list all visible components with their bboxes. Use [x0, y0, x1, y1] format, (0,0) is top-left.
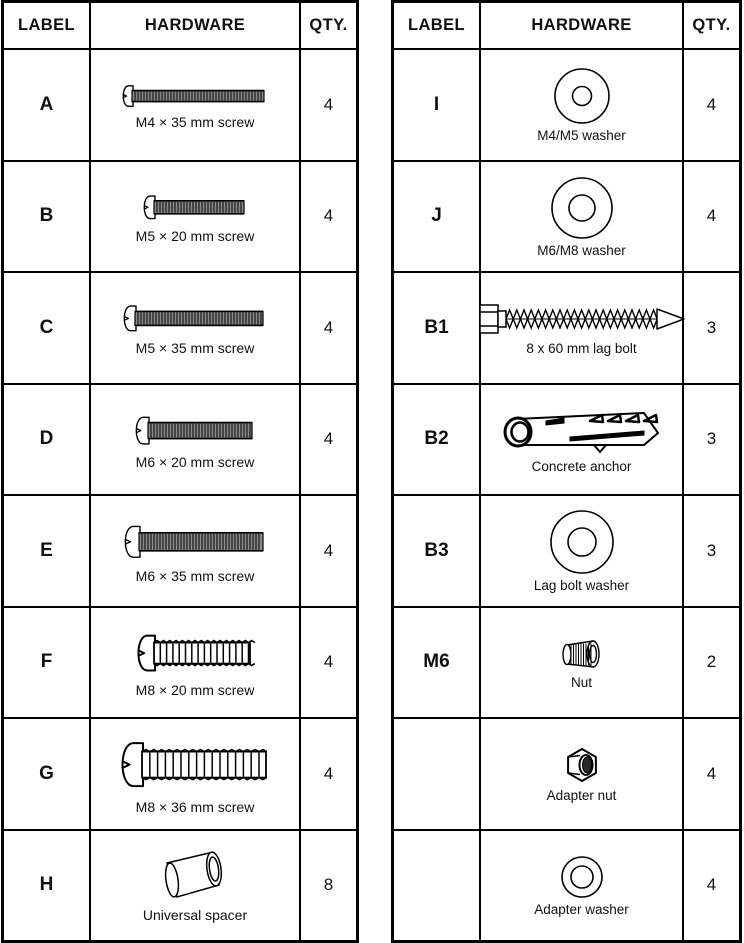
header-row: [3, 2, 358, 50]
header-qty: QTY.: [300, 2, 358, 50]
left-table-wrap: [1, 0, 359, 942]
row-hardware: [90, 830, 300, 942]
hardware-caption: M5 × 20 mm screw: [135, 227, 255, 244]
screw-icon: [140, 189, 251, 226]
row-hardware: [480, 49, 683, 161]
table-row: [393, 161, 741, 273]
table-row: [3, 384, 358, 496]
row-label: A: [3, 49, 91, 161]
row-qty: 4: [300, 161, 358, 273]
table-row: [3, 272, 358, 384]
table-row: [3, 49, 358, 161]
header-row: [393, 2, 741, 50]
table-row: [393, 495, 741, 607]
table-header-left: [3, 2, 358, 50]
right-table-wrap: [391, 0, 742, 942]
table-row: [393, 718, 741, 830]
table-row: [3, 830, 358, 942]
row-label: D: [3, 384, 91, 496]
hardware-caption: Universal spacer: [142, 907, 248, 923]
hardware-caption: Nut: [570, 674, 592, 690]
hardware-caption: M6/M8 washer: [537, 242, 626, 258]
row-label: [393, 830, 481, 942]
row-hardware: [480, 272, 683, 384]
row-qty: 4: [683, 830, 741, 942]
hardware-caption: 8 x 60 mm lag bolt: [526, 341, 637, 357]
header-label: LABEL: [393, 2, 481, 50]
row-hardware: [480, 384, 683, 496]
hardware-caption: M5 × 35 mm screw: [135, 340, 255, 357]
concrete-anchor-icon: [494, 405, 669, 457]
row-label: M6: [393, 607, 481, 719]
row-qty: 4: [300, 49, 358, 161]
row-qty: 4: [683, 49, 741, 161]
table-row: [393, 272, 741, 384]
row-qty: 3: [683, 495, 741, 607]
screw-icon: [119, 80, 271, 112]
row-label: [393, 718, 481, 830]
washer-icon: [559, 854, 605, 900]
row-label: B2: [393, 384, 481, 496]
hardware-caption: M6 × 35 mm screw: [135, 567, 255, 584]
washer-icon: [548, 508, 616, 576]
row-label: B: [3, 161, 91, 273]
header-label: LABEL: [3, 2, 91, 50]
hardware-caption: M4 × 35 mm screw: [135, 113, 255, 130]
screw-icon: [121, 518, 270, 566]
hardware-caption: M8 × 20 mm screw: [135, 682, 255, 699]
row-hardware: [480, 495, 683, 607]
row-label: F: [3, 607, 91, 719]
row-qty: 4: [300, 384, 358, 496]
table-row: [393, 384, 741, 496]
hardware-caption: M8 × 36 mm screw: [135, 799, 255, 816]
lag-bolt-icon: [474, 299, 689, 339]
row-qty: 4: [683, 718, 741, 830]
row-qty: 4: [300, 272, 358, 384]
table-header-right: [393, 2, 741, 50]
hardware-caption: M4/M5 washer: [537, 128, 626, 144]
row-hardware: [90, 49, 300, 161]
table-row: [3, 718, 358, 830]
row-hardware: [480, 718, 683, 830]
row-qty: 4: [300, 607, 358, 719]
row-hardware: [480, 161, 683, 273]
row-hardware: [90, 161, 300, 273]
row-label: G: [3, 718, 91, 830]
row-label: B3: [393, 495, 481, 607]
row-label: J: [393, 161, 481, 273]
row-qty: 3: [683, 384, 741, 496]
table-row: [393, 607, 741, 719]
screw-icon: [118, 732, 273, 797]
row-hardware: [480, 830, 683, 942]
table-row: [393, 830, 741, 942]
row-qty: 2: [683, 607, 741, 719]
washer-icon: [552, 66, 612, 126]
row-hardware: [90, 495, 300, 607]
table-body-left: [3, 49, 358, 941]
row-label: E: [3, 495, 91, 607]
row-qty: 4: [300, 495, 358, 607]
screw-icon: [134, 626, 257, 680]
hex-nut-icon: [559, 744, 605, 786]
row-qty: 8: [300, 830, 358, 942]
row-hardware: [480, 607, 683, 719]
screw-icon: [132, 409, 259, 452]
row-label: C: [3, 272, 91, 384]
spacer-icon: [157, 847, 233, 905]
row-label: B1: [393, 272, 481, 384]
row-hardware: [90, 718, 300, 830]
row-hardware: [90, 607, 300, 719]
row-qty: 4: [300, 718, 358, 830]
hardware-table-right: [391, 0, 742, 943]
header-qty: QTY.: [683, 2, 741, 50]
row-hardware: [90, 272, 300, 384]
row-label: I: [393, 49, 481, 161]
washer-icon: [549, 175, 615, 241]
hardware-caption: Concrete anchor: [531, 458, 632, 474]
table-row: [393, 49, 741, 161]
screw-icon: [120, 299, 270, 338]
hardware-caption: Adapter washer: [534, 901, 629, 917]
hardware-caption: Adapter nut: [546, 788, 617, 804]
table-row: [3, 161, 358, 273]
header-hardware: HARDWARE: [90, 2, 300, 50]
table-gutter: [359, 0, 391, 942]
barrel-nut-icon: [559, 635, 605, 673]
hardware-caption: M6 × 20 mm screw: [135, 453, 255, 470]
row-hardware: [90, 384, 300, 496]
table-row: [3, 495, 358, 607]
row-qty: 3: [683, 272, 741, 384]
row-qty: 4: [683, 161, 741, 273]
header-hardware: HARDWARE: [480, 2, 683, 50]
table-row: [3, 607, 358, 719]
hardware-table-left: [1, 0, 359, 943]
hardware-caption: Lag bolt washer: [533, 578, 630, 594]
row-label: H: [3, 830, 91, 942]
table-body-right: [393, 49, 741, 941]
